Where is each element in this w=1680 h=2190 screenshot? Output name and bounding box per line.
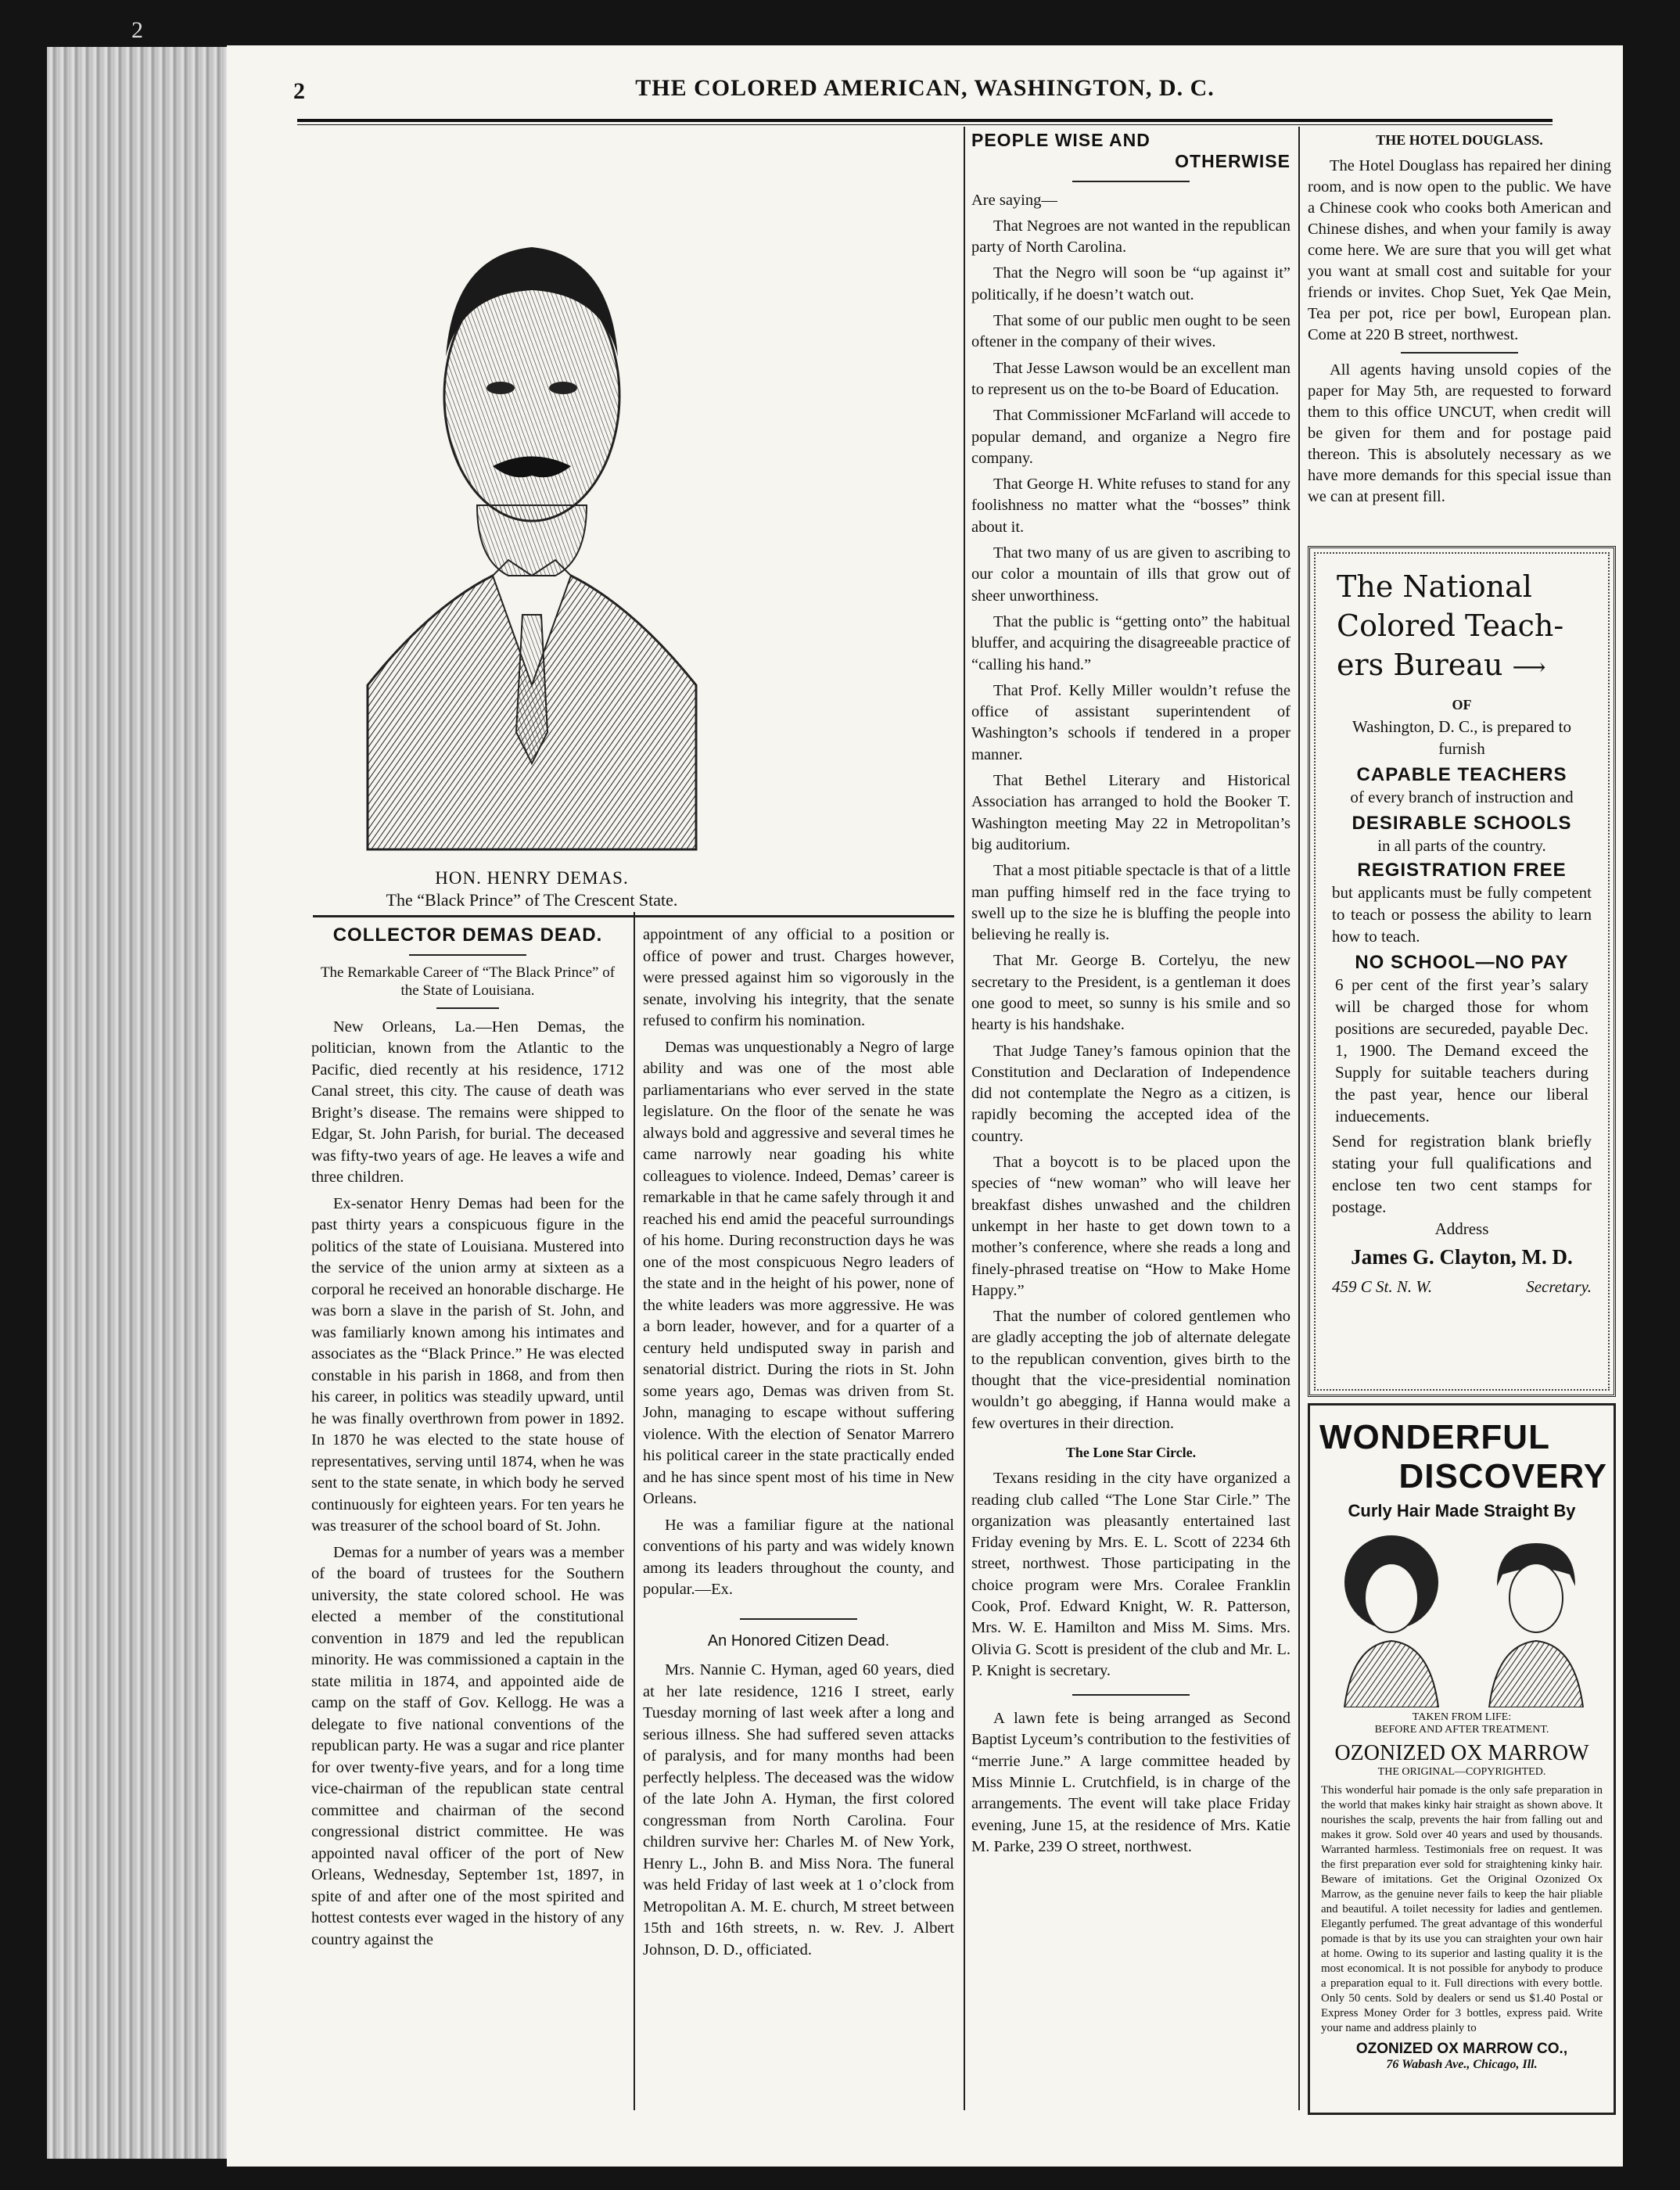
divider — [1401, 352, 1518, 354]
demas-continued: Demas was unquestionably a Negro of large ability and was one of the most able parliamentarians who ever served in the state legislature. On the floor of the senate he was always bold and aggressive and several times he came narrowly near goading his white colleagues to violence. Indeed, Demas’ career is remarkable in that he came safely through it and reached his end amid the peaceful surroundings of his home. During reconstruction days he was one of the most conspicuous Negro leaders of the state and in the height of his power, none of the white leaders was more aggressive. He was a born leader, however, and for a quarter of a century held undisputed sway in parish and senatorial district. During the riots in St. John some years ago, Demas was driven from St. John, managing to escape without suffering violence. With the election of Senator Marrero his political career in the state practically ended and he has since spent most of his time in New Orleans. — [643, 1038, 954, 1507]
ad-title-line: Colored Teach- — [1337, 609, 1564, 643]
people-item: That two many of us are given to ascribing to our color a mountain of ills that grow out of sheer unworthiness. — [971, 544, 1291, 605]
people-headline-1: PEOPLE WISE AND — [971, 130, 1151, 150]
ad-body-text: This wonderful hair pomade is the only safe preparation in the world that makes kinky hair straight as shown above. It nourishes the scalp, prevents the hair from falling out and makes it grow. Sold over 40 years and used by thousands. Warranted harmless. Testimonials free on request. It was the first preparation ever sold for straightening kinky hair. Beware of imitations. Get the Original Ozonized Ox Marrow, as the genuine never fails to keep the hair pliable and beautiful. A toilet necessity for ladies and gentlemen. Elegantly perfumed. The great advantage of this wonderful pomade is that by its use you can straighten your own hair at home. Owing to its superior and lasting quality it is the most economical. It is not possible for anybody to produce a preparation equal to it. Full directions with every bottle. Only 50 cents. Sold by dealers or send us $1.40 Postal or Express Money Order for 3 bottles, express paid. Write your name and address plainly to — [1321, 1784, 1603, 2034]
demas-subhead: The Remarkable Career of “The Black Prince” of the State of Louisiana. — [320, 964, 616, 999]
ad-desirable-schools: DESIRABLE SCHOOLS — [1352, 813, 1572, 834]
divider — [1072, 181, 1190, 182]
page-number: 2 — [293, 78, 305, 104]
people-item: That the number of colored gentlemen who are gladly accepting the job of alternate delegate to the republican convention, gives birth to the thought that the vice-presidential nomination wouldn’t go abegging, if Hanna would make a few overtures in their direction. — [971, 1308, 1291, 1432]
people-item: That Judge Taney’s famous opinion that the Constitution and Declaration of Independence did not contemplate the Negro as a citizen, is rapidly becoming the accepted idea of the country. — [971, 1042, 1291, 1145]
people-item: That Mr. George B. Cortelyu, the new secretary to the President, is a gentleman it does one good to meet, so sunny is his smile and so hearty is his handshake. — [971, 952, 1291, 1034]
hotel-headline: THE HOTEL DOUGLASS. — [1376, 132, 1543, 148]
people-item: That the public is “getting onto” the habitual bluffer, and acquiring the disagreeable practice of “calling his hand.” — [971, 612, 1291, 673]
ad-contact-street: 459 C St. N. W. — [1332, 1277, 1433, 1296]
people-item: That some of our public men ought to be seen oftener in the company of their wives. — [971, 312, 1291, 351]
hyman-headline: An Honored Citizen Dead. — [707, 1632, 890, 1650]
people-item: That George H. White refuses to stand for any foolishness no matter what the “bosses” think about it. — [971, 476, 1291, 536]
ad-no-school-no-pay: NO SCHOOL—NO PAY — [1355, 952, 1569, 973]
people-wise-column — [971, 127, 1291, 2110]
demas-continued: appointment of any official to a position or office of power and trust. Charges however, were pressed against him so vigorously in the senate, involving his integrity, that the senate refused to confirm his nomination. — [643, 926, 954, 1029]
ad-line: Send for registration blank briefly stating your full qualifications and enclose ten two cent stamps for postage. — [1332, 1132, 1592, 1216]
divider — [436, 1007, 499, 1009]
people-item: That a most pitiable spectacle is that of a little man puffing himself red in the face trying to swell up to the size he is bluffing the people into believing he really is. — [971, 862, 1291, 944]
divider — [409, 954, 526, 956]
agents-notice: All agents having unsold copies of the paper for May 5th, are requested to forward them to this office UNCUT, when credit will be given for them and for postage paid thereon. This is absolutely necessary as we have more demands for this special issue than we can at present fill. — [1308, 361, 1611, 505]
ad-line: of every branch of instruction and — [1350, 788, 1574, 806]
portrait-engraving-henry-demas — [336, 138, 727, 857]
ad-line: 6 per cent of the first year’s salary will be charged those for whom positions are secureded, payable Dec. 1, 1900. The Demand exceed the Supply for suitable teachers during the past year, hence our liberal induecements. — [1335, 975, 1588, 1126]
ad-tagline: Curly Hair Made Straight By — [1348, 1501, 1576, 1520]
ad-contact-role: Secretary. — [1526, 1277, 1592, 1296]
photo-caption: TAKEN FROM LIFE: — [1412, 1711, 1512, 1723]
ad-of: OF — [1452, 697, 1472, 713]
lonestar-headline: The Lone Star Circle. — [1065, 1444, 1197, 1460]
ad-discovery: DISCOVERY — [1398, 1457, 1607, 1495]
demas-headline: COLLECTOR DEMAS DEAD. — [332, 924, 603, 946]
hotel-text: The Hotel Douglass has repaired her dining room, and is now open to the public. We have a Chinese cook who cooks both American and Chinese dishes, and when your family is away come here. We are sure that you will get what you want at small cost and suitable for your friends or invites. Chop Suet, Yek Qae Mein, Tea per pot, rice per bowl, European plan. Come at 220 B street, northwest. — [1308, 157, 1611, 343]
ad-product-name: OZONIZED OX MARROW — [1334, 1741, 1589, 1765]
ad-address-label: Address — [1434, 1219, 1489, 1238]
people-item: That Commissioner McFarland will accede to popular demand, and organize a Negro fire company. — [971, 407, 1291, 467]
volume-binding — [47, 47, 235, 2159]
ad-title-line: The National — [1337, 569, 1532, 604]
column-rule — [634, 912, 635, 2110]
ad-title-text: ers Bureau — [1337, 648, 1503, 682]
flourish-arrow-icon: ⟶ — [1512, 654, 1546, 681]
column-rule — [964, 127, 965, 2110]
column-rule — [1298, 127, 1300, 2110]
people-item: That Bethel Literary and Historical Association has arranged to hold the Booker T. Washington meeting May 22 in Metropolitan’s big auditorium. — [971, 772, 1291, 853]
ad-line: Washington, D. C., is prepared to furnish — [1352, 717, 1571, 758]
lawnfete-text: A lawn fete is being arranged as Second Baptist Lyceum’s contribution to the festivities of “merrie June.” A large committee headed by Miss Minnie L. Crutchfield, is in charge of the arrangements. The event will take place Friday evening, June 15, at the residence of Mrs. Katie M. Parke, 239 O street, northwest. — [971, 1710, 1291, 1855]
ad-original: THE ORIGINAL—COPYRIGHTED. — [1377, 1766, 1546, 1778]
demas-article-col2 — [643, 924, 954, 2106]
ad-registration-free: REGISTRATION FREE — [1357, 860, 1567, 881]
divider — [1072, 1694, 1190, 1696]
masthead-rule — [297, 119, 1553, 125]
people-item: That Negroes are not wanted in the republican party of North Carolina. — [971, 217, 1291, 257]
demas-paragraph: Demas for a number of years was a member of the board of trustees for the Southern university, the state colored school. He was elected a member of the constitutional convention in 1879 and led the republican minority. He was commissioned a captain in the state militia in 1874, and appointed aide de camp on the staff of Gov. Kellogg. He was a delegate to five national conventions of the republican party. He was a sugar and rice planter for over twenty-five years, and for a long time vice-chairman of the republican state central committee and chairman of the second congressional district committee. He was appointed naval officer of the port of New Orleans, Wednesday, September 1st, 1897, in spite of and after one of the most spirited and hottest contests ever waged in the history of any country against the — [311, 1543, 624, 1948]
hyman-text: Mrs. Nannie C. Hyman, aged 60 years, died at her late residence, 1216 I street, early Tuesday morning of last week after a long and serious illness. She had suffered seven attacks of paralysis, and for many months had been perfectly helpless. The deceased was the widow of the late John A. Hyman, the first colored congressman from North Carolina. Four children survive her: Charles M. of New York, Henry L., John B. and Miss Nora. The funeral was held Friday of last week at 1 o’clock from Metropolitan A. M. E. church, M street between 15th and 16th streets, n. w. Rev. J. Albert Johnson, D. D., officiated. — [643, 1661, 954, 1958]
ox-marrow-ad — [1308, 1403, 1616, 2115]
before-after-illustration — [1321, 1528, 1603, 1707]
demas-paragraph: New Orleans, La.—Hen Demas, the politician, known from the Atlantic to the Pacific, died recently at his residence, 1712 Canal street, this city. The cause of death was Bright’s disease. The remains were shipped to Edgar, St. John Parish, for burial. The deceased was fifty-two years of age. He leaves a wife and three children. — [311, 1018, 624, 1186]
photo-caption: BEFORE AND AFTER TREATMENT. — [1374, 1724, 1549, 1736]
people-intro: Are saying— — [971, 191, 1057, 209]
people-item: That a boycott is to be placed upon the species of “new woman” who will leave her breakfast dishes unwashed and the children unkempt in her haste to get down town to a mother’s conference, where she reads a long and finely-phrased treatise on “How to Make Home Happy.” — [971, 1154, 1291, 1299]
ad-title-line — [1310, 645, 1614, 688]
portrait-caption-subtitle: The “Black Prince” of The Crescent State. — [386, 890, 678, 910]
ad-contact-name: James G. Clayton, M. D. — [1351, 1245, 1573, 1269]
ad-line: in all parts of the country. — [1377, 836, 1546, 855]
demas-paragraph: Ex-senator Henry Demas had been for the past thirty years a conspicuous figure in the politics of the state of Louisiana. Mustered into the service of the union army at sixteen as a corporal he received an honorable discharge. He was born a slave in the parish of St. John, and was familiarly known among his intimates and associates as the “Black Prince.” He was elected constable in his parish in 1868, and from then his career, in politics was steadily upward, until he was finally overthrown from power in 1892. In 1870 he was elected to the state house of representatives, serving until 1874, when he was sent to the state senate, in which body he served continuously for eighteen years. For ten years he was treasurer of the school board of St. John. — [311, 1194, 624, 1535]
before-portrait — [1344, 1535, 1438, 1707]
scan-corner-number: 2 — [131, 17, 143, 43]
teachers-bureau-ad — [1308, 546, 1616, 1397]
ad-capable-teachers: CAPABLE TEACHERS — [1356, 764, 1567, 785]
people-item: That the Negro will soon be “up against it” politically, if he doesn’t watch out. — [971, 264, 1291, 303]
ad-contact-row — [1310, 1276, 1614, 1298]
people-item: That Jesse Lawson would be an excellent man to represent us on the to-be Board of Education. — [971, 359, 1291, 398]
section-rule — [313, 915, 954, 917]
ad-wonderful: WONDERFUL — [1319, 1418, 1550, 1456]
divider — [740, 1618, 857, 1620]
ad-company-address: 76 Wabash Ave., Chicago, Ill. — [1386, 2058, 1538, 2071]
ad-line: but applicants must be fully competent to teach or possess the ability to learn how to teach. — [1332, 883, 1592, 946]
hotel-douglass-column — [1308, 127, 1611, 540]
people-headline-2: OTHERWISE — [1175, 151, 1291, 172]
portrait-caption-name: HON. HENRY DEMAS. — [435, 868, 629, 888]
ad-company: OZONIZED OX MARROW CO., — [1355, 2041, 1568, 2057]
after-portrait — [1489, 1543, 1583, 1707]
demas-article-col1 — [311, 924, 624, 2106]
lonestar-text: Texans residing in the city have organized a reading club called “The Lone Star Cirle.” The organization was pleasantly entertained last Friday evening by Mrs. E. L. Scott of 2234 6th street, northwest. Those participating in the choice program were Mrs. Coralee Franklin Cook, Prof. Edward Knight, W. R. Patterson, Mrs. W. E. Hamilton and Miss M. Sims. Mrs. Olivia G. Scott is president of the club and Mr. L. P. Knight is secretary. — [971, 1470, 1291, 1679]
newspaper-page — [227, 45, 1623, 2167]
demas-continued: He was a familiar figure at the national conventions of his party and was widely known among its leaders throughout the county, and popular.—Ex. — [643, 1516, 954, 1598]
people-item: That Prof. Kelly Miller wouldn’t refuse the office of assistant superintendent of Washington’s schools if tendered in a proper manner. — [971, 681, 1291, 763]
masthead: THE COLORED AMERICAN, WASHINGTON, D. C. — [635, 75, 1215, 101]
